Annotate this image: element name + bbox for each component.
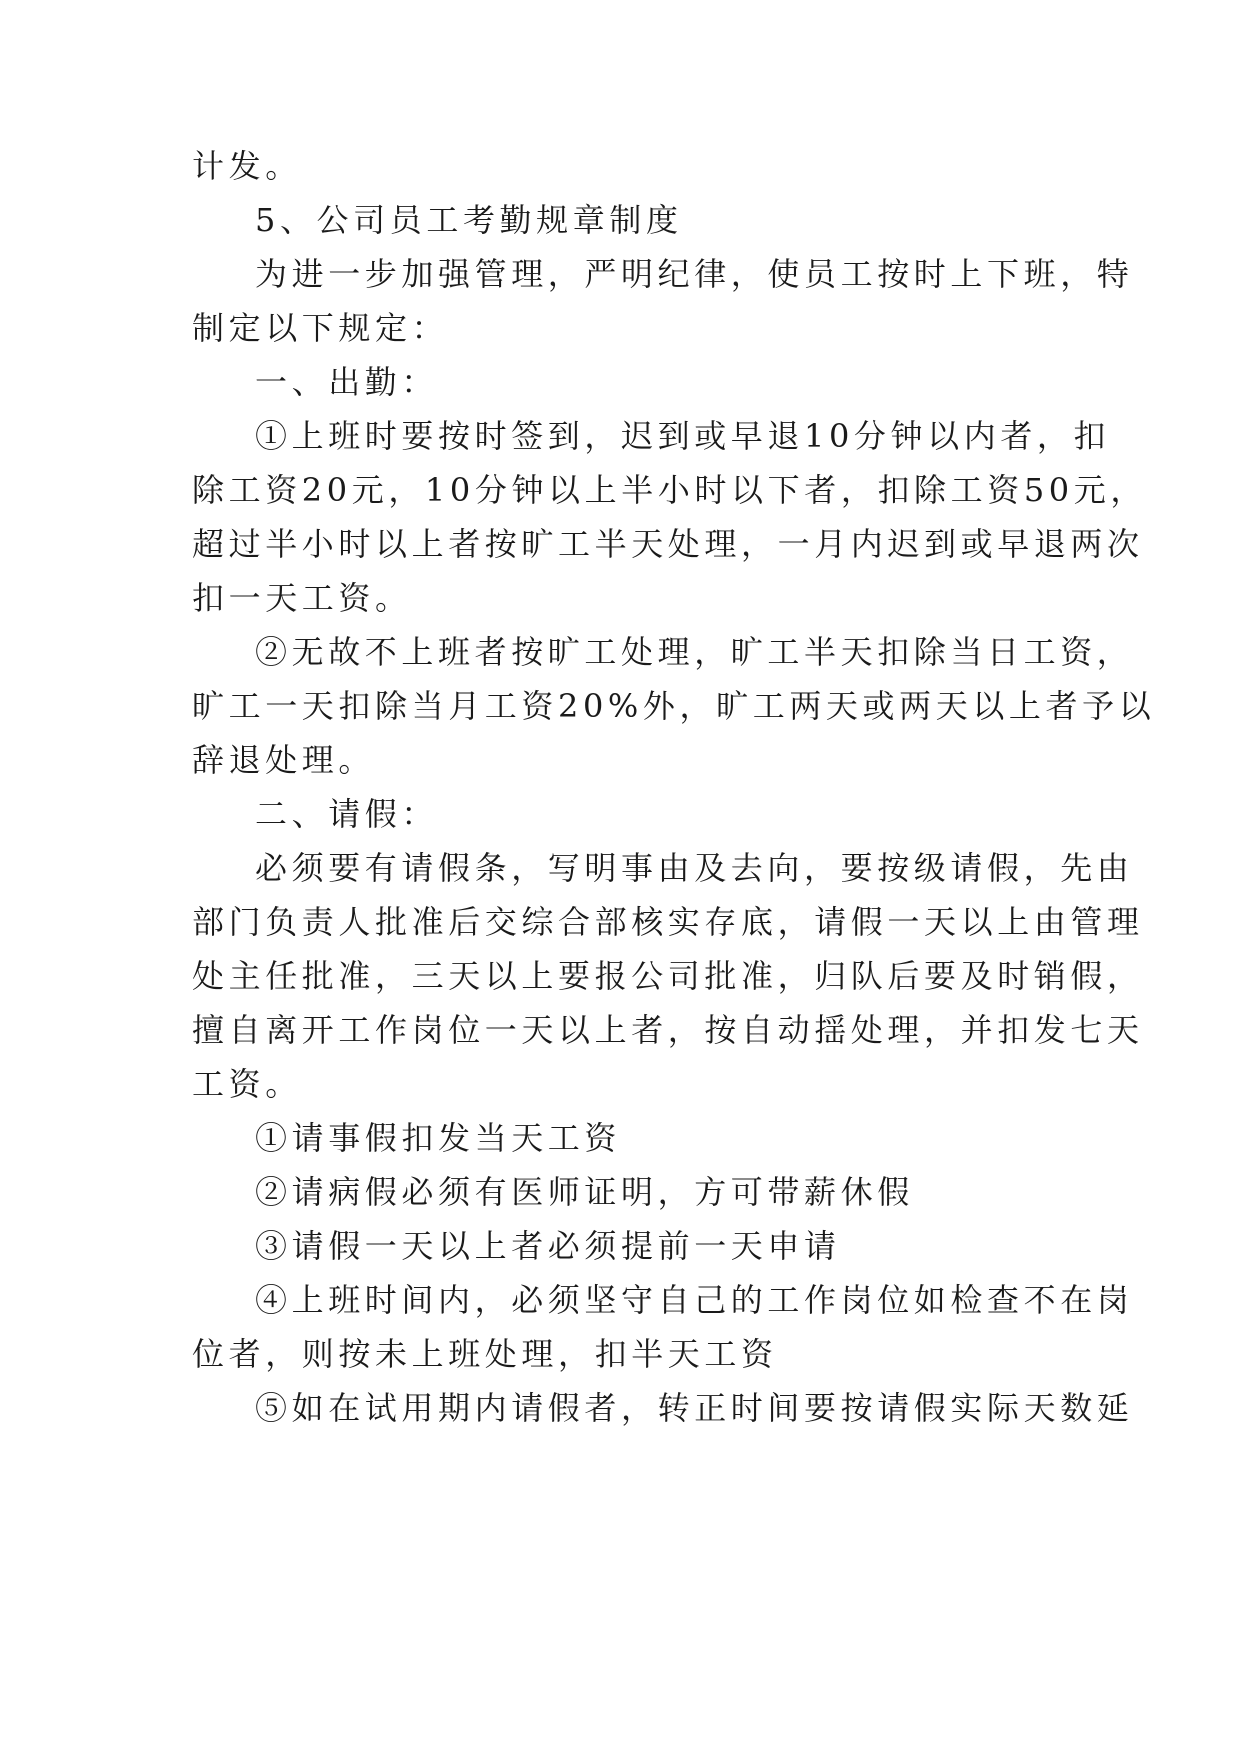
text-line: 工资。 <box>192 1065 302 1103</box>
text-line: ①请事假扣发当天工资 <box>255 1119 622 1157</box>
text-line: 超过半小时以上者按旷工半天处理，一月内迟到或早退两次 <box>192 525 1144 563</box>
text-line: 处主任批准，三天以上要报公司批准，归队后要及时销假， <box>192 957 1144 995</box>
text-line: 为进一步加强管理，严明纪律，使员工按时上下班，特 <box>255 255 1134 293</box>
text-line: ②请病假必须有医师证明，方可带薪休假 <box>255 1173 914 1211</box>
text-line: ②无故不上班者按旷工处理，旷工半天扣除当日工资， <box>255 633 1134 671</box>
subsection-heading: 一、出勤： <box>255 363 439 401</box>
text-line: 位者，则按未上班处理，扣半天工资 <box>192 1335 778 1373</box>
text-line: ④上班时间内，必须坚守自己的工作岗位如检查不在岗 <box>255 1281 1134 1319</box>
text-line: 必须要有请假条，写明事由及去向，要按级请假，先由 <box>255 849 1134 887</box>
text-line: ①上班时要按时签到，迟到或早退10分钟以内者，扣 <box>255 417 1111 455</box>
text-line: 扣一天工资。 <box>192 579 412 617</box>
section-heading: 5、公司员工考勤规章制度 <box>255 201 683 239</box>
text-line: 计发。 <box>192 147 302 185</box>
text-line: ③请假一天以上者必须提前一天申请 <box>255 1227 841 1265</box>
text-line: ⑤如在试用期内请假者，转正时间要按请假实际天数延 <box>255 1389 1134 1427</box>
subsection-heading: 二、请假： <box>255 795 439 833</box>
text-line: 部门负责人批准后交综合部核实存底，请假一天以上由管理 <box>192 903 1144 941</box>
text-line: 擅自离开工作岗位一天以上者，按自动揺处理，并扣发七天 <box>192 1011 1144 1049</box>
text-line: 制定以下规定： <box>192 309 449 347</box>
text-line: 除工资20元，10分钟以上半小时以下者，扣除工资50元， <box>192 471 1147 509</box>
text-line: 辞退处理。 <box>192 741 376 779</box>
text-line: 旷工一天扣除当月工资20%外，旷工两天或两天以上者予以 <box>192 687 1156 725</box>
